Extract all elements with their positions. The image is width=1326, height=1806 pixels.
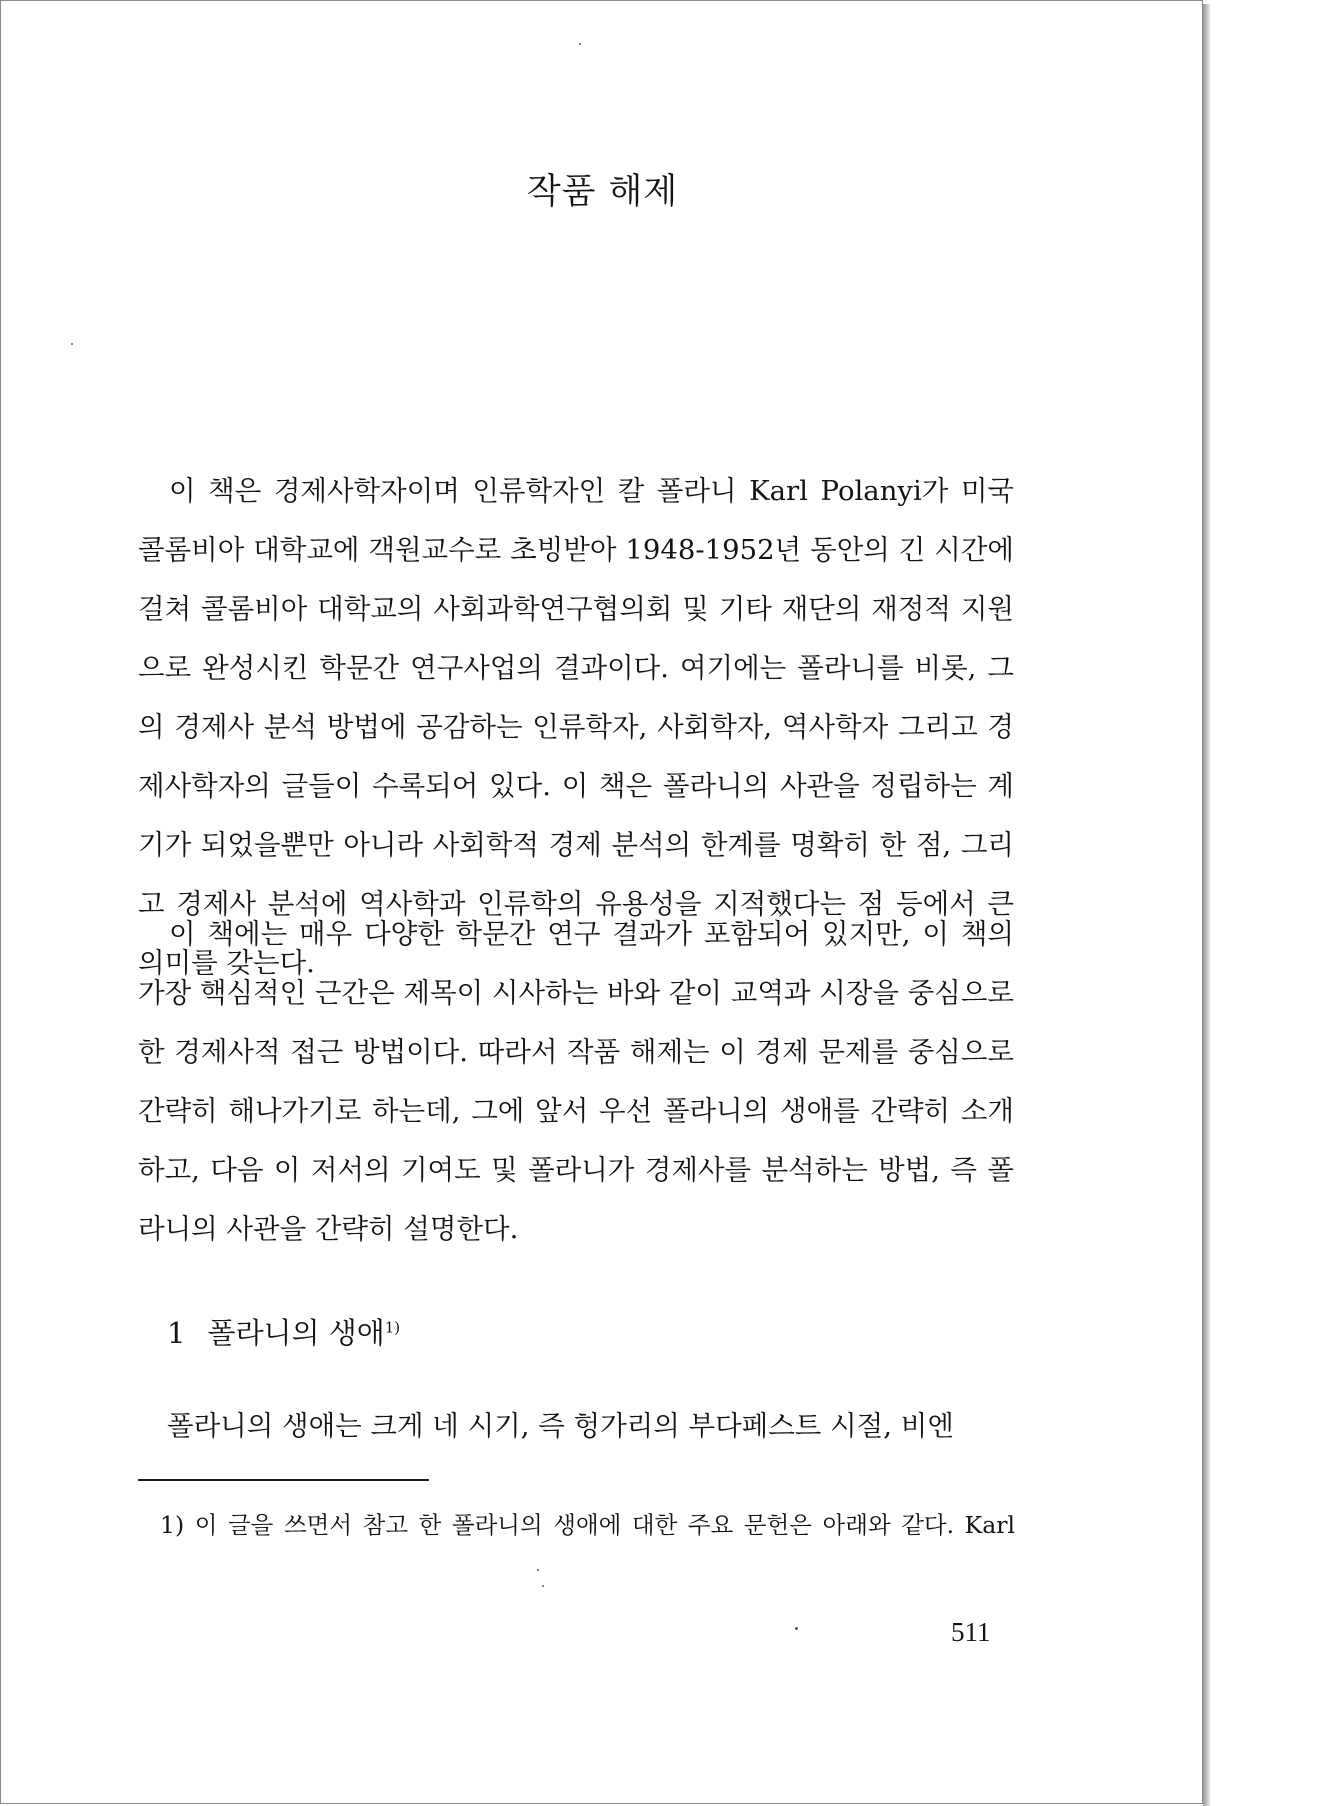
page-edge-shadow [1203,4,1211,1806]
paragraph-1: 이 책은 경제사학자이며 인류학자인 칼 폴라니 Karl Polanyi가 미국 콜롬비아 대학교에 객원교수로 초빙받아 1948-1952년 동안의 긴 시간에 걸쳐 콜롬비아 대학교의 사회과학연구협의회 및 기타 재단의 재정적 지원으로 완성시킨 학문간 연구사업의 결과이다. 여기에는 폴라니를 비롯, 그의 경제사 분석 방법에 공감하는 인류학자, 사회학자, 역사학자 그리고 경제사학자의 글들이 수록되어 있다. 이 책은 폴라니의 사관을 정립하는 계기가 되었을뿐만 아니라 사회학적 경제 분석의 한계를 명확히 한 점, 그리고 경제사 분석에 역사학과 인류학의 유용성을 지적했다는 점 등에서 큰 의미를 갖는다. [138,475,1014,979]
section-first-line: 폴라니의 생애는 크게 네 시기, 즉 헝가리의 부다페스트 시절, 비엔 [167,1410,954,1442]
section-title: 폴라니의 생애 [207,1316,385,1350]
scan-speck [542,1585,544,1587]
section-heading [167,1311,400,1352]
section-number: 1 [167,1316,186,1350]
footnote-1: 1) 이 글을 쓰면서 참고 한 폴라니의 생애에 대한 주요 문헌은 아래와 같다. Karl [160,1511,1015,1539]
scan-speck [795,1627,798,1630]
scan-speck [71,343,73,345]
page-number: 511 [951,1617,991,1647]
scan-speck [537,1569,539,1571]
footnote-reference[interactable]: 1) [384,1318,401,1337]
footnote-divider [138,1479,429,1481]
paragraph-2: 이 책에는 매우 다양한 학문간 연구 결과가 포함되어 있지만, 이 책의 가장 핵심적인 근간은 제목이 시사하는 바와 같이 교역과 시장을 중심으로 한 경제사적 접근 방법이다. 따라서 작품 해제는 이 경제 문제를 중심으로 간략히 해나가기로 하는데, 그에 앞서 우선 폴라니의 생애를 간략히 소개하고, 다음 이 저서의 기여도 및 폴라니가 경제사를 분석하는 방법, 즉 폴라니의 사관을 간략히 설명한다. [138,918,1014,1245]
scan-speck [579,43,581,45]
page-title: 작품 해제 [526,172,679,212]
